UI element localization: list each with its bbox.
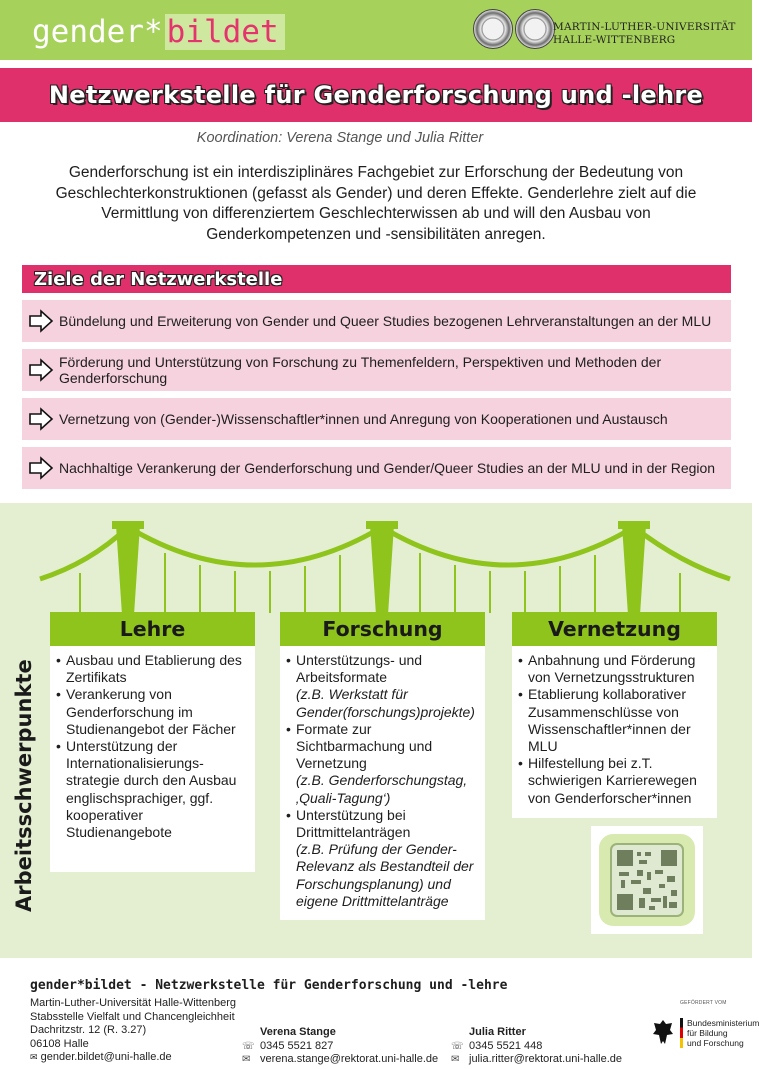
item-text: Formate zur Sichtbarmachung und Vernetzung [296, 720, 433, 772]
address-line: Stabsstelle Vielfalt und Chancengleichheit [30, 1010, 235, 1023]
column-body [50, 646, 255, 872]
contact-name: Verena Stange [260, 1026, 336, 1038]
item-text: Unterstützung der Internationalisierungs-strategie durch den Ausbau englischsprachiger, ggf. kooperativer Studienangebote [66, 738, 237, 841]
contact-email-link[interactable]: julia.ritter@rektorat.uni-halle.de [469, 1053, 623, 1065]
item-example: (z.B. Prüfung der Gender-Relevanz als Bestandteil der Forschungsplanung) und eigene Drittmittelanträge [296, 841, 474, 909]
focus-column-vernetzung [512, 612, 717, 818]
funder-logo [652, 1018, 759, 1048]
contact-email-row [451, 1053, 622, 1067]
goals-heading: Ziele der Netzwerkstelle [34, 268, 283, 290]
list-item [286, 652, 479, 721]
goal-text: Förderung und Unterstützung von Forschung zu Themenfeldern, Perspektiven und Methoden der Genderforschung [59, 353, 662, 386]
logo-part-bildet: bildet [165, 14, 285, 50]
university-seals [473, 9, 555, 49]
footer-title: gender*bildet - Netzwerkstelle für Genderforschung und -lehre [30, 978, 508, 993]
contact-verena [242, 1026, 438, 1067]
focus-column-lehre [50, 612, 255, 872]
envelope-icon: ✉ [451, 1054, 460, 1065]
goal-text: Vernetzung von (Gender-)Wissenschaftler*innen und Anregung von Kooperationen und Austausch [59, 410, 668, 427]
list-item [518, 652, 711, 686]
contact-email-link[interactable]: verena.stange@rektorat.uni-halle.de [260, 1053, 439, 1065]
envelope-icon: ✉ [242, 1054, 251, 1065]
item-text: Verankerung von Genderforschung im Studienangebot der Fächer [66, 686, 236, 737]
gender-bildet-logo [30, 12, 285, 52]
column-header [280, 612, 485, 646]
envelope-icon: ✉ [30, 1052, 38, 1062]
column-body [512, 646, 717, 818]
goal-item [22, 447, 731, 489]
item-example: (z.B. Genderforschungstag, ‚Quali-Tagung‘) [296, 772, 468, 806]
list-item [56, 652, 249, 686]
intro-text: Genderforschung ist ein interdisziplinäres Fachgebiet zur Erforschung der Bedeutung von Geschlechterkonstruktionen (gefasst als Gender) und deren Effekte. Genderlehre zielt auf die Vermittlung von differenziertem Geschlechterwissen ab und will den Ausbau von Genderkompetenzen und -sensibilitäten anregen. [55, 164, 697, 243]
contact-julia [451, 1026, 622, 1067]
funder-line: Bundesministerium [687, 1018, 759, 1028]
goal-text: Nachhaltige Verankerung der Genderforschung und Gender/Queer Studies an der MLU und in der Region [59, 459, 716, 476]
column-body [280, 646, 485, 920]
arrow-right-icon [29, 310, 53, 332]
item-text: Anbahnung und Förderung von Vernetzungsstrukturen [528, 652, 696, 686]
focus-vertical-label: Arbeitsschwerpunkte [12, 659, 36, 912]
address-line: Martin-Luther-Universität Halle-Wittenberg [30, 997, 237, 1009]
column-title: Lehre [119, 617, 186, 641]
university-name-line: HALLE-WITTENBERG [553, 34, 676, 46]
university-name [553, 21, 736, 47]
arrow-right-icon [29, 359, 53, 381]
funder-name [680, 1018, 759, 1048]
contact-phone-row [242, 1040, 438, 1054]
contact-name: Julia Ritter [469, 1026, 526, 1038]
qr-code-icon [597, 832, 697, 928]
title-band [0, 68, 752, 122]
university-seal-icon [515, 9, 555, 49]
goal-item [22, 398, 731, 440]
federal-eagle-icon [652, 1018, 674, 1048]
goal-item [22, 349, 731, 391]
footer-email-link[interactable]: gender.bildet@uni-halle.de [40, 1051, 172, 1063]
column-title: Vernetzung [548, 617, 681, 641]
list-item [56, 738, 249, 841]
contact-phone[interactable]: 0345 5521 448 [469, 1039, 543, 1052]
column-title: Forschung [322, 617, 443, 641]
page-title: Netzwerkstelle für Genderforschung und -lehre [48, 81, 704, 109]
column-header [50, 612, 255, 646]
item-text: Hilfestellung bei z.T. schwierigen Karrierewegen von Genderforscher*innen [528, 755, 697, 806]
contact-phone[interactable]: 0345 5521 827 [260, 1039, 334, 1052]
goals-heading-band [22, 265, 731, 293]
funder-line: und Forschung [687, 1038, 744, 1048]
goal-text: Bündelung und Erweiterung von Gender und Queer Studies bezogenen Lehrveranstaltungen an der MLU [59, 312, 712, 329]
item-text: Etablierung kollaborativer Zusammenschlüsse von Wissenschaftler*innen der MLU [528, 686, 691, 755]
list-item [56, 686, 249, 738]
qr-code[interactable] [591, 826, 703, 934]
address-line: 06108 Halle [30, 1037, 89, 1050]
item-text: Unterstützungs- und Arbeitsformate [296, 652, 423, 686]
funder-label: GEFÖRDERT VOM [680, 1000, 727, 1006]
item-text: Ausbau und Etablierung des Zertifikats [66, 652, 242, 686]
funder-line: für Bildung [687, 1028, 728, 1038]
coordination-line: Koordination: Verena Stange und Julia Ritter [196, 130, 484, 146]
university-name-line: MARTIN-LUTHER-UNIVERSITÄT [553, 21, 736, 33]
contact-phone-row [451, 1040, 622, 1054]
address-line: Dachritzstr. 12 (R. 3.27) [30, 1024, 147, 1036]
footer-email-row [30, 1051, 236, 1065]
item-example: (z.B. Werkstatt für Gender(forschungs)projekte) [296, 686, 475, 720]
item-text: Unterstützung bei Drittmittelanträgen [296, 806, 411, 841]
contact-email-row [242, 1053, 438, 1067]
footer-address [30, 997, 236, 1065]
focus-column-forschung [280, 612, 485, 920]
list-item [286, 721, 479, 807]
logo-part-gender: gender* [32, 14, 163, 50]
list-item [518, 755, 711, 807]
arrow-right-icon [29, 408, 53, 430]
phone-icon: ☏ [451, 1040, 464, 1052]
university-seal-icon [473, 9, 513, 49]
goal-item [22, 300, 731, 342]
list-item [286, 807, 479, 910]
arrow-right-icon [29, 457, 53, 479]
column-header [512, 612, 717, 646]
phone-icon: ☏ [242, 1040, 255, 1052]
list-item [518, 686, 711, 755]
